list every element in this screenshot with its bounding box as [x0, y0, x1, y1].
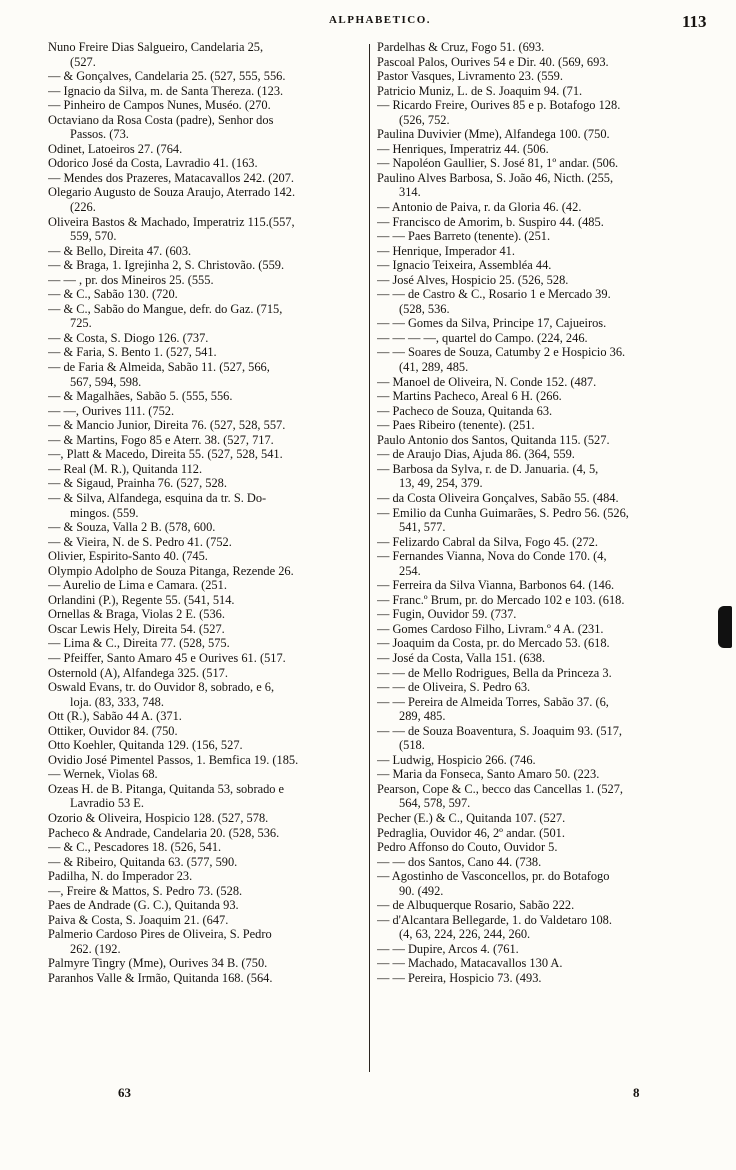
- directory-entry: — Mendes dos Prazeres, Matacavallos 242. (207.: [48, 170, 295, 185]
- column-divider: [369, 44, 370, 1072]
- directory-entry: — de Albuquerque Rosario, Sabão 222.: [377, 898, 575, 913]
- directory-entry: — Martins Pacheco, Areal 6 H. (266.: [377, 389, 562, 404]
- directory-entry: — Napoléon Gaullier, S. José 81, 1º andar. (506.: [377, 156, 619, 171]
- footer-mark: 8: [633, 1085, 640, 1100]
- directory-entry: Oliveira Bastos & Machado, Imperatriz 115.(557,: [48, 214, 295, 229]
- directory-entry: — — Pereira de Almeida Torres, Sabão 37. (6,: [377, 694, 609, 709]
- entry-continuation: (527.: [70, 54, 96, 69]
- directory-entry: — — Paes Barreto (tenente). (251.: [377, 229, 551, 244]
- directory-entry: — & Martins, Fogo 85 e Aterr. 38. (527, 717.: [48, 432, 274, 447]
- directory-entry: — — — —, quartel do Campo. (224, 246.: [377, 330, 588, 345]
- directory-entry: — & Gonçalves, Candelaria 25. (527, 555, 556.: [48, 69, 286, 84]
- directory-entry: — & Silva, Alfandega, esquina da tr. S. Do-: [48, 490, 267, 505]
- entry-continuation: 262. (192.: [70, 941, 121, 956]
- entry-continuation: 314.: [399, 185, 421, 200]
- directory-entry: — Fernandes Vianna, Nova do Conde 170. (4,: [377, 549, 607, 564]
- directory-entry: Oswald Evans, tr. do Ouvidor 8, sobrado, e 6,: [48, 680, 275, 695]
- directory-entry: — & Bello, Direita 47. (603.: [48, 243, 192, 258]
- entry-continuation: (526, 752.: [399, 112, 450, 127]
- directory-entry: —, Platt & Macedo, Direita 55. (527, 528, 541.: [48, 447, 283, 462]
- directory-entry: — — de Mello Rodrigues, Bella da Princeza 3.: [377, 665, 612, 680]
- directory-entry: Pedraglia, Ouvidor 46, 2º andar. (501.: [377, 825, 565, 840]
- directory-entry: — —, Ourives 111. (752.: [48, 403, 175, 418]
- entry-continuation: 254.: [399, 563, 421, 578]
- directory-entry: — & Souza, Valla 2 B. (578, 600.: [48, 520, 216, 535]
- directory-entry: — Ferreira da Silva Vianna, Barbonos 64. (146.: [377, 578, 615, 593]
- entry-continuation: mingos. (559.: [70, 505, 139, 520]
- directory-entry: — — Dupire, Arcos 4. (761.: [377, 941, 519, 956]
- directory-entry: — d'Alcantara Bellegarde, 1. do Valdetaro 108.: [377, 912, 612, 927]
- directory-entry: — Wernek, Violas 68.: [48, 767, 158, 782]
- directory-entry: — Ludwig, Hospicio 266. (746.: [377, 752, 536, 767]
- directory-entry: — — Pereira, Hospicio 73. (493.: [377, 971, 542, 985]
- directory-entry: Nuno Freire Dias Salgueiro, Candelaria 25,: [48, 40, 264, 54]
- directory-entry: Olivier, Espirito-Santo 40. (745.: [48, 549, 208, 564]
- entry-continuation: (41, 289, 485.: [399, 360, 469, 375]
- directory-entry: — Gomes Cardoso Filho, Livram.º 4 A. (231.: [377, 621, 604, 636]
- directory-entry: — — Gomes da Silva, Principe 17, Cajueiros.: [377, 316, 607, 331]
- entry-continuation: 90. (492.: [399, 883, 444, 898]
- directory-entry: —, Freire & Mattos, S. Pedro 73. (528.: [48, 883, 243, 898]
- running-title: ALPHABETICO.: [328, 14, 432, 26]
- directory-entry: — Aurelio de Lima e Camara. (251.: [48, 578, 227, 593]
- entry-continuation: 13, 49, 254, 379.: [399, 476, 483, 491]
- entry-continuation: loja. (83, 333, 748.: [70, 694, 164, 709]
- entry-continuation: Lavradio 53 E.: [70, 796, 144, 811]
- directory-entry: — José da Costa, Valla 151. (638.: [377, 650, 546, 665]
- entry-continuation: 564, 578, 597.: [399, 796, 471, 811]
- directory-entry: — — , pr. dos Mineiros 25. (555.: [48, 272, 214, 287]
- directory-entry: — Lima & C., Direita 77. (528, 575.: [48, 636, 230, 651]
- directory-entry: Pedro Affonso do Couto, Ouvidor 5.: [377, 840, 558, 855]
- directory-entry: Pardelhas & Cruz, Fogo 51. (693.: [377, 40, 545, 54]
- directory-entry: — Ignacio da Silva, m. de Santa Thereza. (123.: [48, 83, 284, 98]
- directory-entry: Ornellas & Braga, Violas 2 E. (536.: [48, 607, 225, 622]
- directory-entry: Pascoal Palos, Ourives 54 e Dir. 40. (569, 693.: [377, 54, 609, 69]
- directory-entry: Ott (R.), Sabão 44 A. (371.: [48, 709, 182, 724]
- directory-entry: — & C., Sabão 130. (720.: [48, 287, 178, 302]
- directory-entry: — da Costa Oliveira Gonçalves, Sabão 55. (484.: [377, 490, 619, 505]
- directory-entry: — Real (M. R.), Quitanda 112.: [48, 461, 203, 476]
- directory-entry: — Fugin, Ouvidor 59. (737.: [377, 607, 517, 622]
- entry-continuation: 567, 594, 598.: [70, 374, 142, 389]
- entry-continuation: 289, 485.: [399, 709, 446, 724]
- directory-entry: Padilha, N. do Imperador 23.: [48, 869, 193, 884]
- left-column: [48, 40, 366, 986]
- directory-entry: Odinet, Latoeiros 27. (764.: [48, 141, 183, 156]
- directory-entry: Pacheco & Andrade, Candelaria 20. (528, 536.: [48, 825, 280, 840]
- entry-continuation: (226.: [70, 200, 96, 215]
- directory-entry: — — Soares de Souza, Catumby 2 e Hospicio 36.: [377, 345, 626, 360]
- directory-entry: Odorico José da Costa, Lavradio 41. (163.: [48, 156, 258, 171]
- directory-entry: Orlandini (P.), Regente 55. (541, 514.: [48, 592, 235, 607]
- directory-entry: — Franc.º Brum, pr. do Mercado 102 e 103. (618.: [377, 592, 625, 607]
- directory-entry: — — Machado, Matacavallos 130 A.: [377, 956, 563, 971]
- directory-entry: Palmerio Cardoso Pires de Oliveira, S. Pedro: [48, 927, 272, 942]
- directory-entry: — Emilio da Cunha Guimarães, S. Pedro 56. (526,: [377, 505, 629, 520]
- directory-entry: — & C., Pescadores 18. (526, 541.: [48, 840, 222, 855]
- directory-entry: — José Alves, Hospicio 25. (526, 528.: [377, 272, 569, 287]
- directory-entry: — Ricardo Freire, Ourives 85 e p. Botafogo 128.: [377, 98, 621, 113]
- directory-entry: Paulina Duvivier (Mme), Alfandega 100. (750.: [377, 127, 610, 142]
- directory-entry: Pastor Vasques, Livramento 23. (559.: [377, 69, 563, 84]
- directory-entry: — — de Castro & C., Rosario 1 e Mercado 39.: [377, 287, 611, 302]
- directory-entry: — & Ribeiro, Quitanda 63. (577, 590.: [48, 854, 238, 869]
- directory-entry: Ozeas H. de B. Pitanga, Quitanda 53, sobrado e: [48, 781, 285, 796]
- directory-entry: — & C., Sabão do Mangue, defr. do Gaz. (715,: [48, 301, 283, 316]
- directory-entry: — & Sigaud, Prainha 76. (527, 528.: [48, 476, 227, 491]
- directory-entry: Paiva & Costa, S. Joaquim 21. (647.: [48, 912, 229, 927]
- directory-entry: Pearson, Cope & C., becco das Cancellas 1. (527,: [377, 781, 624, 796]
- directory-entry: — Felizardo Cabral da Silva, Fogo 45. (272.: [377, 534, 598, 549]
- directory-entry: — & Magalhães, Sabão 5. (555, 556.: [48, 389, 233, 404]
- ink-blot: [718, 606, 732, 648]
- directory-entry: — Antonio de Paiva, r. da Gloria 46. (42.: [377, 200, 582, 215]
- directory-entry: — Manoel de Oliveira, N. Conde 152. (487.: [377, 374, 597, 389]
- signature-mark: 63: [118, 1085, 131, 1100]
- directory-entry: — Paes Ribeiro (tenente). (251.: [377, 418, 535, 433]
- directory-entry: Paranhos Valle & Irmão, Quitanda 168. (564.: [48, 971, 273, 985]
- directory-entry: — Joaquim da Costa, pr. do Mercado 53. (618.: [377, 636, 610, 651]
- directory-entry: Paulino Alves Barbosa, S. João 46, Nicth. (255,: [377, 170, 614, 185]
- directory-entry: — Ignacio Teixeira, Assembléa 44.: [377, 258, 552, 273]
- directory-entry: Osternold (A), Alfandega 325. (517.: [48, 665, 228, 680]
- directory-entry: — Maria da Fonseca, Santo Amaro 50. (223.: [377, 767, 600, 782]
- directory-entry: Ozorio & Oliveira, Hospicio 128. (527, 578.: [48, 810, 269, 825]
- directory-entry: — Pacheco de Souza, Quitanda 63.: [377, 403, 553, 418]
- directory-entry: — — de Souza Boaventura, S. Joaquim 93. (517,: [377, 723, 623, 738]
- page-number: 113: [682, 12, 707, 31]
- directory-entry: — de Araujo Dias, Ajuda 86. (364, 559.: [377, 447, 575, 462]
- directory-entry: — — dos Santos, Cano 44. (738.: [377, 854, 542, 869]
- directory-entry: — & Faria, S. Bento 1. (527, 541.: [48, 345, 217, 360]
- right-column: [377, 40, 707, 986]
- directory-entry: — Barbosa da Sylva, r. de D. Januaria. (4, 5,: [377, 461, 599, 476]
- directory-entry: Paes de Andrade (G. C.), Quitanda 93.: [48, 898, 239, 913]
- entry-continuation: (528, 536.: [399, 301, 450, 316]
- directory-entry: Paulo Antonio dos Santos, Quitanda 115. (527.: [377, 432, 610, 447]
- directory-entry: Pecher (E.) & C., Quitanda 107. (527.: [377, 810, 566, 825]
- directory-entry: — & Costa, S. Diogo 126. (737.: [48, 330, 209, 345]
- directory-entry: — Agostinho de Vasconcellos, pr. do Botafogo: [377, 869, 610, 884]
- directory-entry: — Henrique, Imperador 41.: [377, 243, 515, 258]
- directory-entry: — de Faria & Almeida, Sabão 11. (527, 566,: [48, 360, 270, 375]
- entry-continuation: Passos. (73.: [70, 127, 129, 142]
- entry-continuation: (4, 63, 224, 226, 244, 260.: [399, 927, 531, 942]
- directory-entry: Oscar Lewis Hely, Direita 54. (527.: [48, 621, 225, 636]
- directory-entry: Palmyre Tingry (Mme), Ourives 34 B. (750.: [48, 956, 268, 971]
- directory-entry: — Pfeiffer, Santo Amaro 45 e Ourives 61. (517.: [48, 650, 286, 665]
- directory-entry: — & Braga, 1. Igrejinha 2, S. Christovão. (559.: [48, 258, 285, 273]
- directory-entry: — Francisco de Amorim, b. Suspiro 44. (485.: [377, 214, 604, 229]
- entry-continuation: 559, 570.: [70, 229, 117, 244]
- directory-entry: Ottiker, Ouvidor 84. (750.: [48, 723, 178, 738]
- directory-entry: Patricio Muniz, L. de S. Joaquim 94. (71.: [377, 83, 583, 98]
- directory-entry: Otto Koehler, Quitanda 129. (156, 527.: [48, 738, 243, 753]
- directory-entry: — Henriques, Imperatriz 44. (506.: [377, 141, 549, 156]
- directory-entry: — & Mancio Junior, Direita 76. (527, 528, 557.: [48, 418, 286, 433]
- directory-entry: — & Vieira, N. de S. Pedro 41. (752.: [48, 534, 232, 549]
- entry-continuation: 541, 577.: [399, 520, 446, 535]
- directory-entry: — — de Oliveira, S. Pedro 63.: [377, 680, 531, 695]
- directory-entry: — Pinheiro de Campos Nunes, Muséo. (270.: [48, 98, 271, 113]
- entry-continuation: 725.: [70, 316, 92, 331]
- directory-entry: Octaviano da Rosa Costa (padre), Senhor dos: [48, 112, 274, 127]
- entry-continuation: (518.: [399, 738, 425, 753]
- directory-entry: Olegario Augusto de Souza Araujo, Aterrado 142.: [48, 185, 296, 200]
- directory-entry: Ovidio José Pimentel Passos, 1. Bemfica 19. (185.: [48, 752, 299, 767]
- directory-entry: Olympio Adolpho de Souza Pitanga, Rezende 26.: [48, 563, 294, 578]
